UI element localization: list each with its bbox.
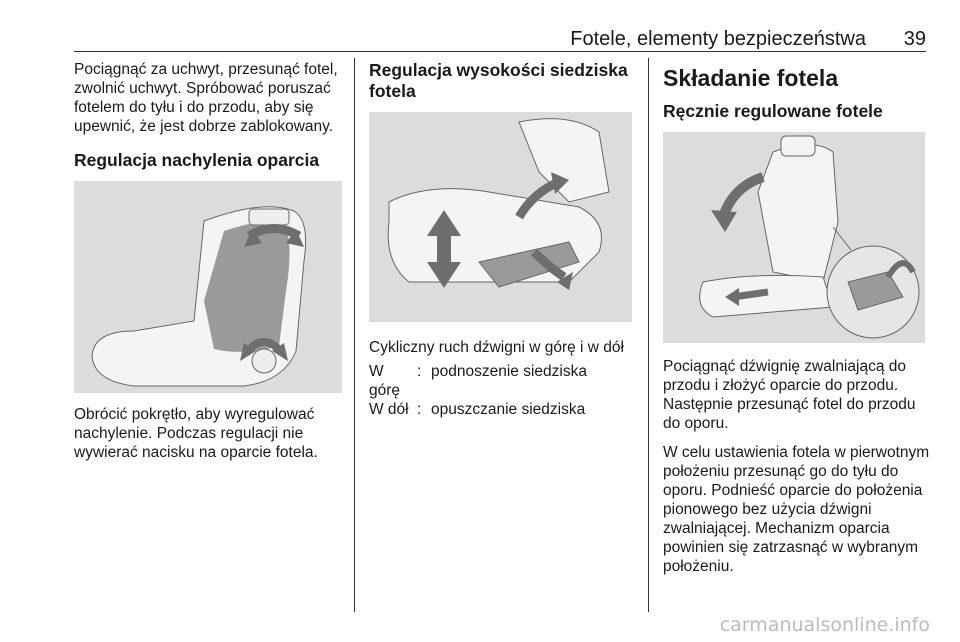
seat-folding-illustration — [663, 132, 925, 343]
seat-height-caption: Cykliczny ruch dźwigni w górę i w dół — [369, 339, 624, 356]
section-heading-seat-height: Regulacja wysokości siedziska fotela — [369, 60, 628, 101]
legend-desc: podnoszenie siedziska — [431, 363, 587, 380]
backrest-caption: Obrócić pokrętło, aby wyregulować nachylenie. Podczas regulacji nie wywierać nacisku na oparcie fotela. — [74, 406, 318, 461]
intro-paragraph: Pociągnąć za uchwyt, przesunąć fotel, zwolnić uchwyt. Spróbować poruszać fotelem do tyłu i do przodu, aby się upewnić, że jest dobrze zablokowany. — [74, 61, 338, 135]
header-title: Fotele, elementy bezpieczeństwa — [570, 28, 866, 50]
legend-separator: : — [417, 363, 422, 380]
section-heading-backrest: Regulacja nachylenia oparcia — [74, 150, 320, 170]
backrest-illustration — [74, 181, 342, 393]
page-header — [74, 28, 926, 50]
column-divider-2 — [648, 58, 649, 612]
folding-paragraph-1: Pociągnąć dźwignię zwalniającą do przodu i złożyć oparcie do przodu. Następnie przesunąć fotel do przodu do oporu. — [663, 358, 916, 432]
seat-height-illustration — [369, 112, 632, 322]
column-divider-1 — [354, 58, 355, 612]
watermark: carmanualsonline.info — [719, 614, 930, 636]
legend-separator: : — [417, 401, 422, 418]
seat-height-legend — [369, 362, 639, 419]
column-1 — [74, 60, 342, 462]
legend-desc: opuszczanie siedziska — [431, 401, 586, 418]
column-3 — [663, 60, 931, 576]
header-rule — [74, 51, 926, 52]
page-number: 39 — [903, 28, 926, 50]
legend-term: W dół — [369, 401, 409, 418]
folding-paragraph-2: W celu ustawienia fotela w pierwotnym położeniu przesunąć go do tyłu do oporu. Podnieść oparcie do położenia pionowego bez użycia dźwigni zwalniającej. Mechanizm oparcia powinien się zatrzasnąć w wybranym położeniu. — [663, 444, 930, 575]
legend-term: W górę — [369, 363, 401, 399]
section-heading-folding: Składanie fotela — [663, 65, 839, 91]
column-2 — [369, 60, 637, 419]
subheading-manual-seats: Ręcznie regulowane fotele — [663, 101, 883, 121]
legend-row — [369, 362, 639, 400]
legend-row — [369, 400, 639, 419]
